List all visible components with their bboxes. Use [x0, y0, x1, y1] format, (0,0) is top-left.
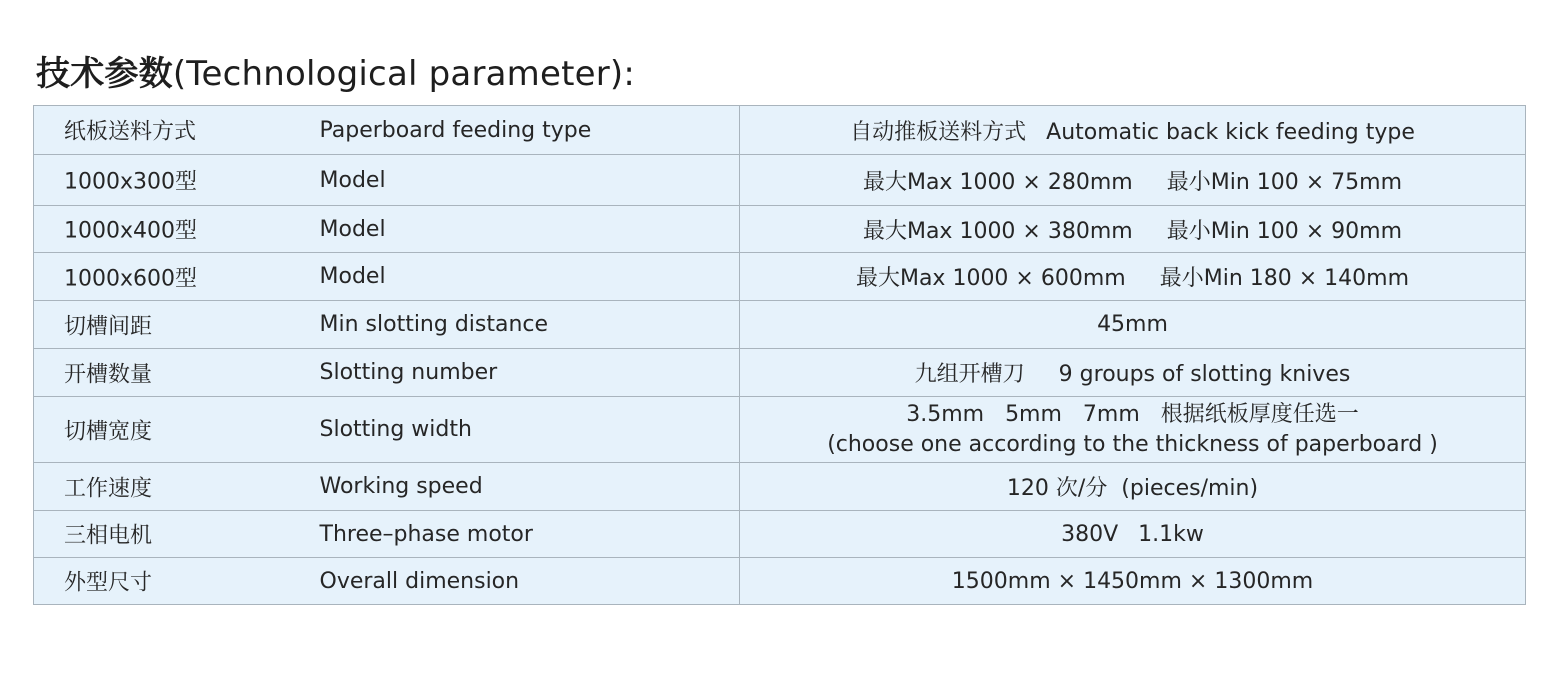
- row-value: 380V 1.1kw: [740, 511, 1526, 558]
- row-label-en: Slotting width: [310, 397, 740, 463]
- table-row: [34, 511, 1526, 558]
- row-value: 3.5mm 5mm 7mm 根据纸板厚度任选一 (choose one according to the thickness of paperboard ): [740, 397, 1526, 463]
- table-row: [34, 397, 1526, 463]
- row-label-en: Working speed: [310, 463, 740, 511]
- row-label-cn: 切槽宽度: [34, 397, 310, 463]
- table-row: [34, 558, 1526, 605]
- table-row: [34, 253, 1526, 301]
- title-en: (Technological parameter):: [172, 54, 636, 94]
- row-label-cn: 工作速度: [34, 463, 310, 511]
- row-label-en: Three–phase motor: [310, 511, 740, 558]
- table-row: [34, 206, 1526, 253]
- row-value: 最大Max 1000 × 280mm 最小Min 100 × 75mm: [740, 155, 1526, 206]
- table-row: [34, 106, 1526, 155]
- row-label-en: Slotting number: [310, 349, 740, 397]
- table-row: [34, 349, 1526, 397]
- table-row: [34, 463, 1526, 511]
- table-row: [34, 155, 1526, 206]
- row-label-en: Model: [310, 155, 740, 206]
- row-value: 最大Max 1000 × 380mm 最小Min 100 × 90mm: [740, 206, 1526, 253]
- row-label-cn: 外型尺寸: [34, 558, 310, 605]
- row-value: 自动推板送料方式 Automatic back kick feeding type: [740, 106, 1526, 155]
- row-value: 120 次/分 (pieces/min): [740, 463, 1526, 511]
- row-label-en: Min slotting distance: [310, 301, 740, 349]
- row-label-cn: 1000x300型: [34, 155, 310, 206]
- parameter-table: [33, 105, 1526, 605]
- title-cn: 技术参数: [36, 54, 173, 94]
- page-title: [36, 46, 635, 95]
- row-label-cn: 1000x400型: [34, 206, 310, 253]
- row-label-en: Model: [310, 253, 740, 301]
- row-value: 最大Max 1000 × 600mm 最小Min 180 × 140mm: [740, 253, 1526, 301]
- row-label-cn: 开槽数量: [34, 349, 310, 397]
- row-label-cn: 切槽间距: [34, 301, 310, 349]
- row-label-cn: 1000x600型: [34, 253, 310, 301]
- row-label-en: Model: [310, 206, 740, 253]
- row-value: 45mm: [740, 301, 1526, 349]
- row-label-cn: 纸板送料方式: [34, 106, 310, 155]
- row-label-en: Paperboard feeding type: [310, 106, 740, 155]
- table-row: [34, 301, 1526, 349]
- row-value: 1500mm × 1450mm × 1300mm: [740, 558, 1526, 605]
- row-value: 九组开槽刀 9 groups of slotting knives: [740, 349, 1526, 397]
- row-label-en: Overall dimension: [310, 558, 740, 605]
- row-label-cn: 三相电机: [34, 511, 310, 558]
